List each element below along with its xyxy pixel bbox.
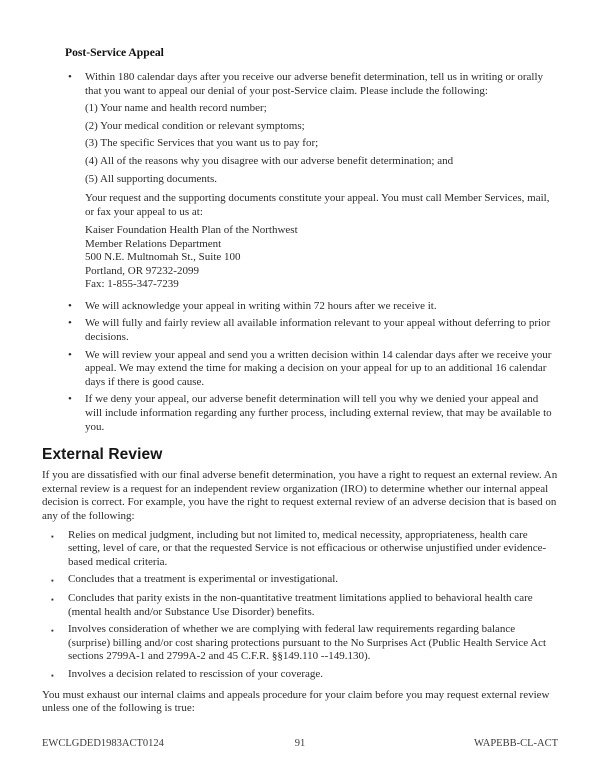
address-line: Member Relations Department <box>85 237 222 250</box>
list-item <box>68 71 558 98</box>
list-item-text: Involves consideration of whether we are complying with federal law requirements regarding balance (surprise) billing and/or cost sharing protections pursuant to the No Surprises Act (Public Health Service Act sections 2799A-1 and 2799A-2 and 45 C.F.R. §§149.110 --149.130). <box>68 623 547 663</box>
list-item-text: We will fully and fairly review all available information relevant to your appeal without deferring to prior decisions. <box>85 317 551 344</box>
external-review-section <box>42 446 558 716</box>
address-line: Portland, OR 97232-2099 <box>85 264 199 277</box>
square-bullet-icon: ▪ <box>51 626 54 636</box>
mailing-address-block <box>85 224 558 292</box>
post-service-appeal-section <box>42 46 558 434</box>
round-bullet-icon: • <box>68 299 72 312</box>
exhaust-requirement-paragraph: You must exhaust our internal claims and appeals procedure for your claim before you may request external review unless one of the following is true: <box>42 688 550 715</box>
list-item <box>68 393 558 434</box>
square-bullet-icon: ▪ <box>51 670 54 680</box>
square-bullet-icon: ▪ <box>51 594 54 604</box>
page-number: 91 <box>294 738 306 749</box>
address-line: 500 N.E. Multnomah St., Suite 100 <box>85 251 241 264</box>
list-item-text: Concludes that parity exists in the non-quantitative treatment limitations applied to behavioral health care (mental health and/or Substance Use Disorder) benefits. <box>68 591 533 618</box>
list-item <box>51 623 558 664</box>
external-review-intro: If you are dissatisfied with our final adverse benefit determination, you have a right to request an external review. An external review is a request for an independent review organization (IRO) to determine whether our internal appeal decision is correct. For example, you have the right to request external review of an adverse decision that is based on any of the following: <box>42 469 558 522</box>
numbered-item: (2) Your medical condition or relevant symptoms; <box>85 119 305 132</box>
list-item-text: Relies on medical judgment, including but not limited to, medical necessity, appropriateness, health care setting, level of care, or that the requested Service is not efficacious or otherwise unjustified under evidence-based medical criteria. <box>68 528 547 568</box>
post-service-appeal-heading: Post-Service Appeal <box>65 46 164 59</box>
list-item-text: Within 180 calendar days after you receive our adverse benefit determination, tell us in writing or orally that you want to appeal our denial of your post-Service claim. Please include the following: <box>85 71 544 97</box>
round-bullet-icon: • <box>68 317 72 330</box>
request-paragraph: Your request and the supporting documents constitute your appeal. You must call Member Services, mail, or fax your appeal to us at: <box>85 192 550 218</box>
footer-document-code: EWCLGDED1983ACT0124 <box>42 738 164 749</box>
list-item-text: Concludes that a treatment is experimental or investigational. <box>68 573 339 586</box>
list-item <box>68 300 558 314</box>
list-item <box>51 592 558 619</box>
list-item-text: We will review your appeal and send you a written decision within 14 calendar days after we receive your appeal. We may extend the time for making a decision on your appeal for up to an additional 16 calendar days if there is good cause. <box>85 348 552 388</box>
page-footer <box>42 737 558 751</box>
square-bullet-icon: ▪ <box>51 576 54 586</box>
external-review-heading: External Review <box>42 446 163 464</box>
footer-plan-code: WAPEBB-CL-ACT <box>474 738 558 749</box>
list-item <box>51 573 558 588</box>
square-bullet-icon: ▪ <box>51 531 54 541</box>
round-bullet-icon: • <box>68 71 72 83</box>
numbered-item: (4) All of the reasons why you disagree with our adverse benefit determination; and <box>85 154 454 167</box>
round-bullet-icon: • <box>68 348 72 361</box>
numbered-item: (5) All supporting documents. <box>85 172 217 185</box>
list-item-text: If we deny your appeal, our adverse benefit determination will tell you why we denied your appeal and will include information regarding any further process, including external review, that may be available to you. <box>85 393 552 433</box>
round-bullet-icon: • <box>68 393 72 406</box>
list-item-text: We will acknowledge your appeal in writing within 72 hours after we receive it. <box>85 299 437 312</box>
list-item <box>68 317 558 344</box>
list-item <box>51 529 558 570</box>
list-item <box>51 668 558 683</box>
list-item <box>68 349 558 390</box>
numbered-item: (1) Your name and health record number; <box>85 102 267 115</box>
address-line: Kaiser Foundation Health Plan of the Northwest <box>85 224 298 237</box>
numbered-item: (3) The specific Services that you want us to pay for; <box>85 137 319 150</box>
fax-number-line: Fax: 1-855-347-7239 <box>85 278 179 291</box>
list-item-text: Involves a decision related to rescission of your coverage. <box>68 667 324 680</box>
